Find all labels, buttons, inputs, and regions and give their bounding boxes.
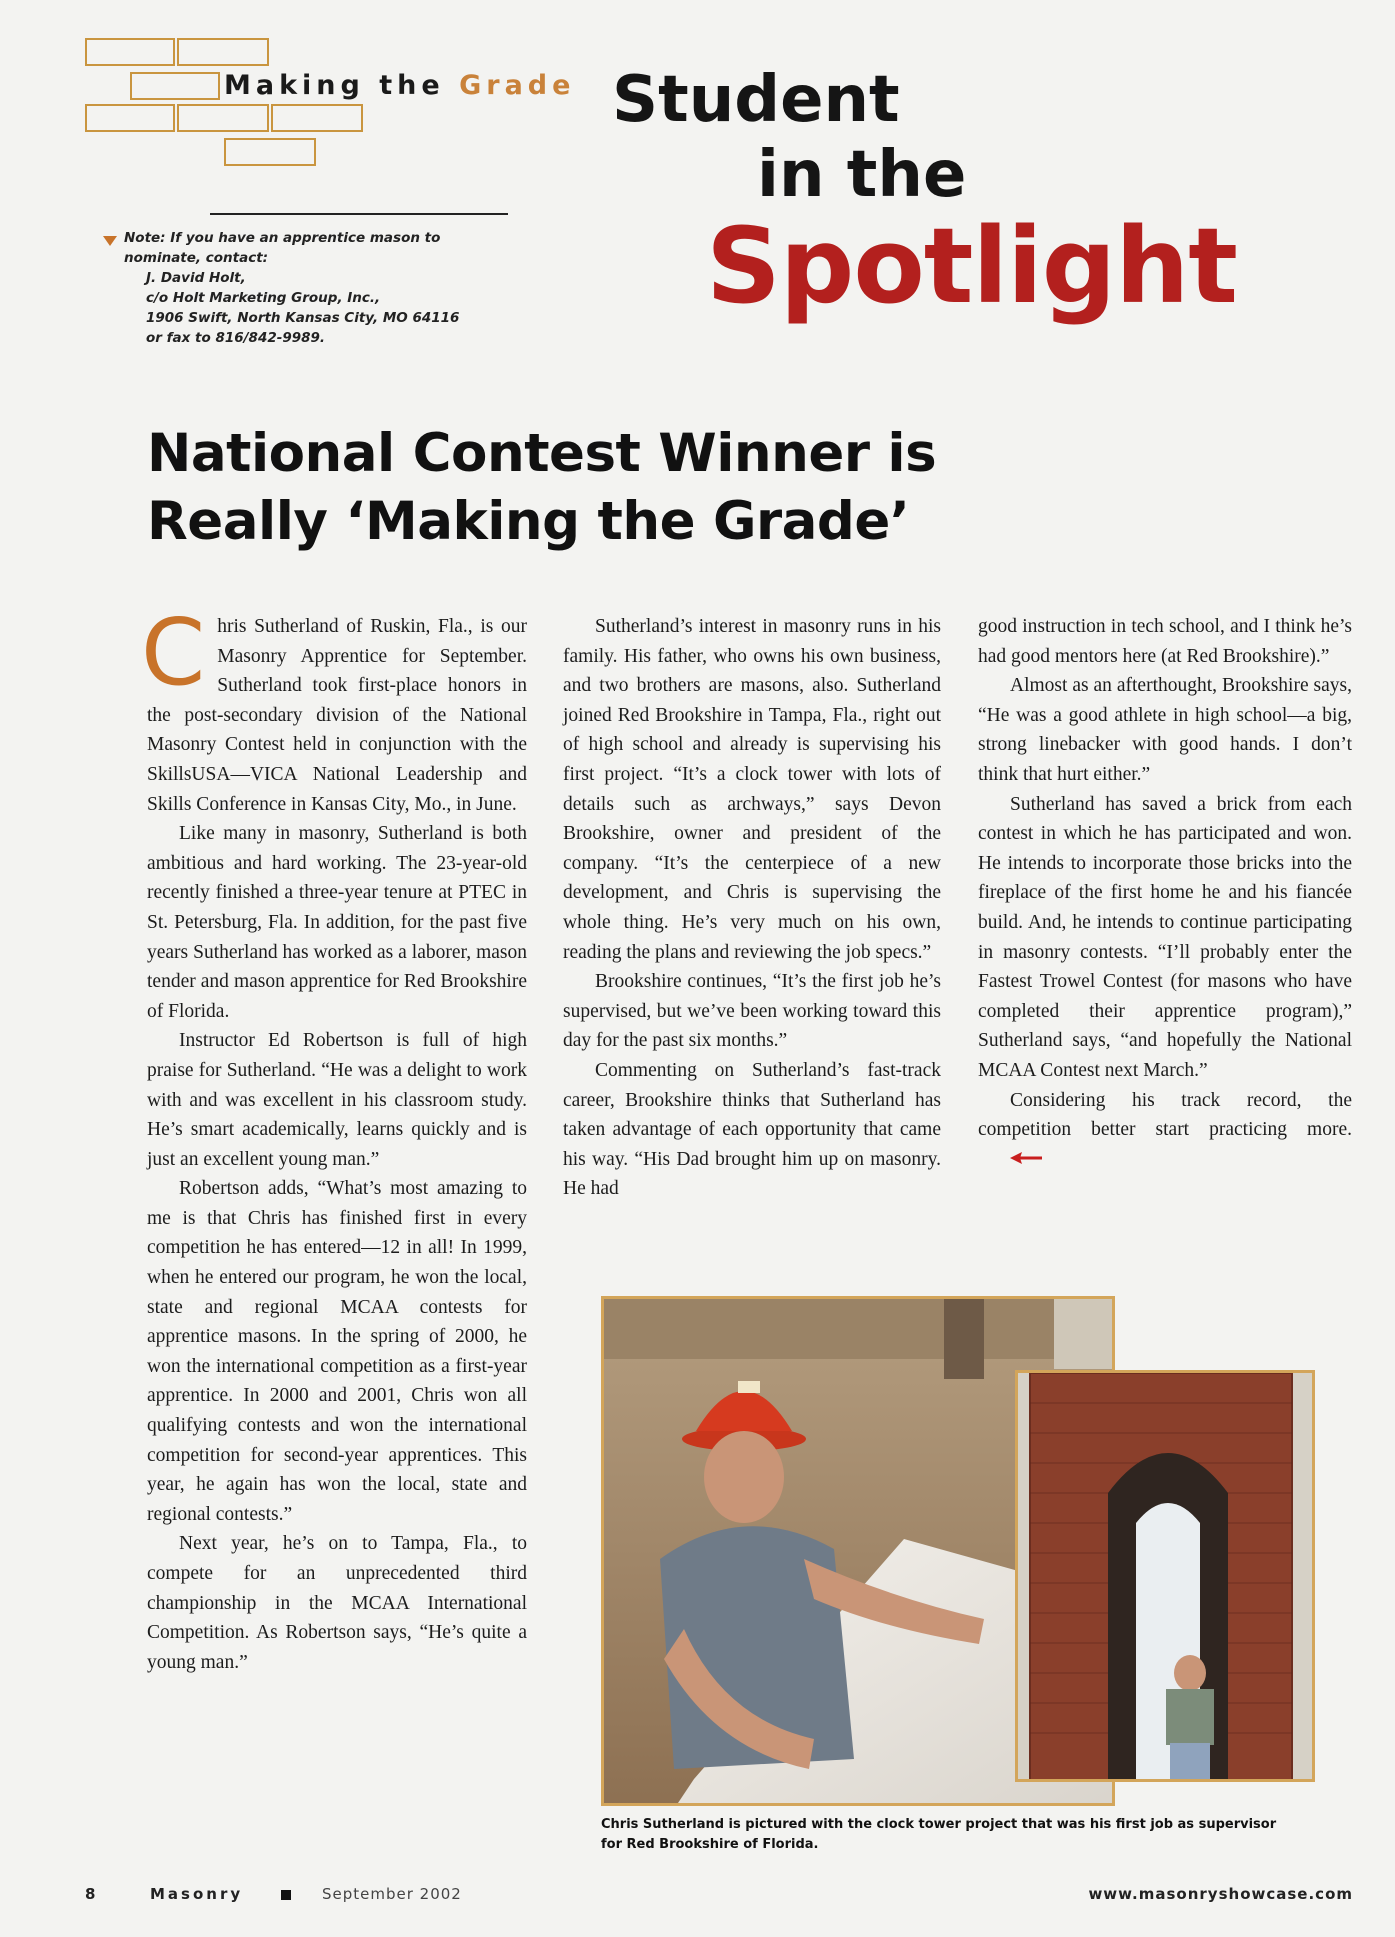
photo-caption: Chris Sutherland is pictured with the clock tower project that was his first job as supervisor for Red Brookshire of Florida. — [601, 1817, 1277, 1852]
brick-shape — [177, 104, 269, 132]
article-column-1 — [141, 599, 527, 1677]
paragraph-text: Considering his track record, the competition better start practicing more. — [978, 1089, 1352, 1141]
drop-cap: C — [141, 599, 206, 706]
article-paragraph: Brookshire continues, “It’s the first job he’s supervised, but we’ve been working toward this day for the past six months.” — [563, 971, 941, 1052]
note-line: 1906 Swift, North Kansas City, MO 64116 — [146, 310, 460, 326]
brick-shape — [224, 138, 316, 166]
end-mark-icon — [978, 1145, 1044, 1175]
magazine-name: Masonry — [150, 1885, 244, 1903]
article-paragraph: Almost as an afterthought, Brookshire says, “He was a good athlete in high school—a big, strong linebacker with good hands. I don’t think that hurt either.” — [978, 675, 1352, 785]
title-line-3: Spotlight — [706, 205, 1238, 327]
headline — [147, 420, 1297, 556]
article-paragraph — [141, 599, 527, 819]
article-paragraph: Next year, he’s on to Tampa, Fla., to compete for an unprecedented third championship in the MCAA International Competition. As Robertson says, “He’s quite a young man.” — [147, 1533, 527, 1673]
note-triangle-icon — [103, 236, 117, 246]
article-paragraph — [978, 1086, 1352, 1176]
photo-chris-at-arch — [1015, 1370, 1315, 1782]
article-column-2 — [563, 612, 941, 1204]
article-paragraph: good instruction in tech school, and I think he’s had good mentors here (at Red Brookshire).” — [978, 616, 1352, 667]
headline-line-1: National Contest Winner is — [147, 423, 937, 484]
article-paragraph: Robertson adds, “What’s most amazing to me is that Chris has finished first in every competition he has entered—12 in all! In 1999, when he entered our program, he won the local, state and regional MCAA contests for apprentice masons. In the spring of 2000, he won the international competition as a first-year apprentice. In 2000 and 2001, Chris won all qualifying contests and won the international competition for second-year apprentices. This year, he again has won the local, state and regional contests.” — [147, 1178, 527, 1525]
title-line-2: in the — [757, 138, 967, 212]
article-paragraph: Sutherland has saved a brick from each contest in which he has participated and won. He intends to incorporate those bricks into the fireplace of the first home he and his fiancée build. And, he intends to continue participating in masonry contests. “I’ll probably enter the Fastest Trowel Contest (for masons who have completed their apprentice program),” Sutherland says, “and hopefully the National MCAA Contest next March.” — [978, 793, 1352, 1081]
note-line: Note: If you have an apprentice mason to — [124, 230, 441, 246]
brick-shape — [130, 72, 220, 100]
article-paragraph: Like many in masonry, Sutherland is both ambitious and hard working. The 23-year-old recently finished a three-year tenure at PTEC in St. Petersburg, Fla. In addition, for the past five years Sutherland has worked as a laborer, mason tender and mason apprentice for Red Brookshire of Florida. — [147, 823, 527, 1022]
section-label-accent: Grade — [459, 70, 576, 101]
nomination-note — [124, 228, 544, 348]
article-paragraph: Sutherland’s interest in masonry runs in his family. His father, who owns his own business, and two brothers are masons, also. Sutherland joined Red Brookshire in Tampa, Fla., right out of high school and already is supervising his first project. “It’s a clock tower with lots of details such as archways,” says Devon Brookshire, owner and president of the company. “It’s the centerpiece of a new development, and Chris is supervising the whole thing. He’s very much on his own, reading the plans and reviewing the job specs.” — [563, 616, 941, 963]
brick-shape — [85, 38, 175, 66]
brick-shape — [271, 104, 363, 132]
note-rule — [210, 213, 508, 215]
issue-date: September 2002 — [322, 1885, 462, 1903]
headline-line-2: Really ‘Making the Grade’ — [147, 491, 910, 552]
section-label — [224, 70, 575, 101]
note-line: J. David Holt, — [146, 270, 246, 286]
note-line: or fax to 816/842-9989. — [146, 330, 326, 346]
section-label-main: Making the — [224, 70, 460, 101]
article-column-3 — [978, 612, 1352, 1175]
website: www.masonryshowcase.com — [1088, 1885, 1353, 1903]
title-line-1: Student — [612, 63, 900, 137]
paragraph-text: hris Sutherland of Ruskin, Fla., is our Masonry Apprentice for September. Sutherland took first-place honors in the post-secondary division of the National Masonry Contest held in conjunction with the SkillsUSA—VICA National Leadership and Skills Conference in Kansas City, Mo., in June. — [147, 616, 527, 815]
note-line: c/o Holt Marketing Group, Inc., — [146, 290, 381, 306]
article-paragraph: Commenting on Sutherland’s fast-track career, Brookshire thinks that Sutherland has taken advantage of each opportunity that came his way. “His Dad brought him up on masonry. He had — [563, 1059, 941, 1200]
note-line: nominate, contact: — [124, 250, 269, 266]
brick-shape — [177, 38, 269, 66]
article-paragraph: Instructor Ed Robertson is full of high praise for Sutherland. “He was a delight to work with and was excellent in his classroom study. He’s smart academically, learns quickly and is just an excellent young man.” — [147, 1030, 527, 1170]
brick-shape — [85, 104, 175, 132]
footer-square-icon — [281, 1890, 291, 1900]
page-number: 8 — [85, 1885, 96, 1903]
